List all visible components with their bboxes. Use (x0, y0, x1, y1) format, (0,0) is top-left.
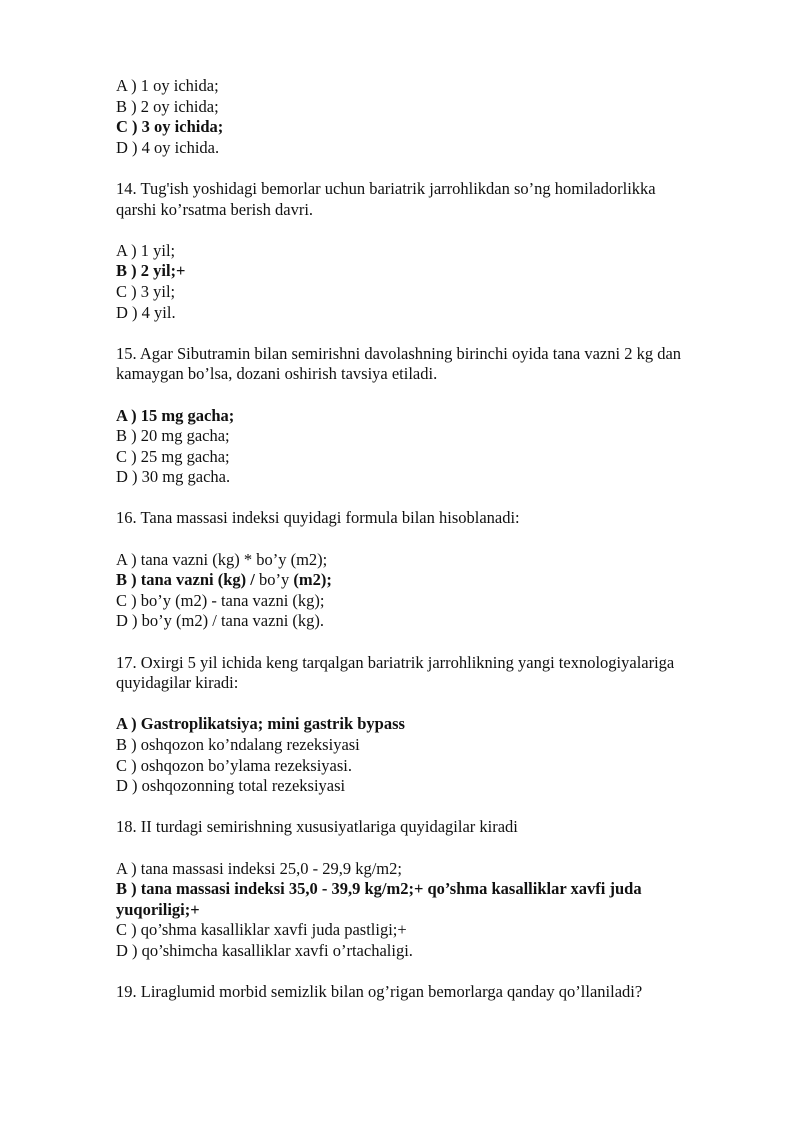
option-b: B ) oshqozon ko’ndalang rezeksiyasi (116, 735, 360, 754)
question-18 (116, 817, 726, 961)
question-17 (116, 653, 726, 797)
option-b: B ) 2 oy ichida; (116, 96, 219, 116)
question-17-text-line1: 17. Oxirgi 5 yil ichida keng tarqalgan bariatrik jarrohlikning yangi texnologiyalariga (116, 652, 675, 672)
document-content (116, 76, 726, 1003)
question-19-text: 19. Liraglumid morbid semizlik bilan og’rigan bemorlarga qanday qo’llaniladi? (116, 982, 643, 1002)
option-b-correct: B ) tana vazni (kg) / bo’y (m2); (116, 570, 332, 590)
option-d: D ) 30 mg gacha. (116, 467, 231, 487)
option-b-correct-line2: yuqoriligi;+ (116, 899, 200, 919)
question-14 (116, 179, 726, 323)
option-d: D ) 4 yil. (116, 302, 176, 322)
option-c: C ) oshqozon bo’ylama rezeksiyasi. (116, 755, 352, 775)
option-a: A ) tana vazni (kg) * bo’y (m2); (116, 549, 328, 569)
option-a-correct: A ) 15 mg gacha; (116, 405, 235, 425)
question-18-text: 18. II turdagi semirishning xususiyatlariga quyidagilar kiradi (116, 817, 518, 837)
option-c: C ) bo’y (m2) - tana vazni (kg); (116, 590, 325, 610)
question-16 (116, 508, 726, 632)
question-15 (116, 344, 726, 488)
option-b: B ) 20 mg gacha; (116, 426, 230, 446)
option-a: A ) tana massasi indeksi 25,0 - 29,9 kg/m2; (116, 858, 402, 878)
option-a-correct: A ) Gastroplikatsiya; mini gastrik bypass (116, 714, 405, 734)
question-19 (116, 982, 726, 1003)
option-c: C ) 3 yil; (116, 281, 176, 301)
question-15-text-line1: 15. Agar Sibutramin bilan semirishni davolashning birinchi oyida tana vazni 2 kg dan (116, 343, 682, 363)
question-14-text-line2: qarshi ko’rsatma berish davri. (116, 199, 314, 219)
option-b-correct: B ) 2 yil;+ (116, 261, 186, 281)
option-d: D ) 4 oy ichida. (116, 137, 220, 157)
option-a: A ) 1 oy ichida; (116, 76, 219, 95)
option-a: A ) 1 yil; (116, 240, 176, 260)
question-14-text-line1: 14. Tug'ish yoshidagi bemorlar uchun bariatrik jarrohlikdan so’ng homiladorlikka (116, 178, 656, 198)
question-16-text: 16. Tana massasi indeksi quyidagi formula bilan hisoblanadi: (116, 508, 520, 528)
option-c-correct: C ) 3 oy ichida; (116, 117, 224, 137)
option-d: D ) oshqozonning total rezeksiyasi (116, 776, 346, 796)
question-17-text-line2: quyidagilar kiradi: (116, 673, 239, 693)
question-13-options (116, 76, 726, 158)
option-c: C ) qo’shma kasalliklar xavfi juda pastligi;+ (116, 920, 407, 940)
option-b-correct-line1: B ) tana massasi indeksi 35,0 - 39,9 kg/m2;+ qo’shma kasalliklar xavfi juda (116, 879, 642, 899)
question-15-text-line2: kamaygan bo’lsa, dozani oshirish tavsiya etiladi. (116, 364, 438, 384)
option-d: D ) bo’y (m2) / tana vazni (kg). (116, 611, 325, 631)
option-d: D ) qo’shimcha kasalliklar xavfi o’rtachaligi. (116, 940, 413, 960)
option-c: C ) 25 mg gacha; (116, 446, 230, 466)
